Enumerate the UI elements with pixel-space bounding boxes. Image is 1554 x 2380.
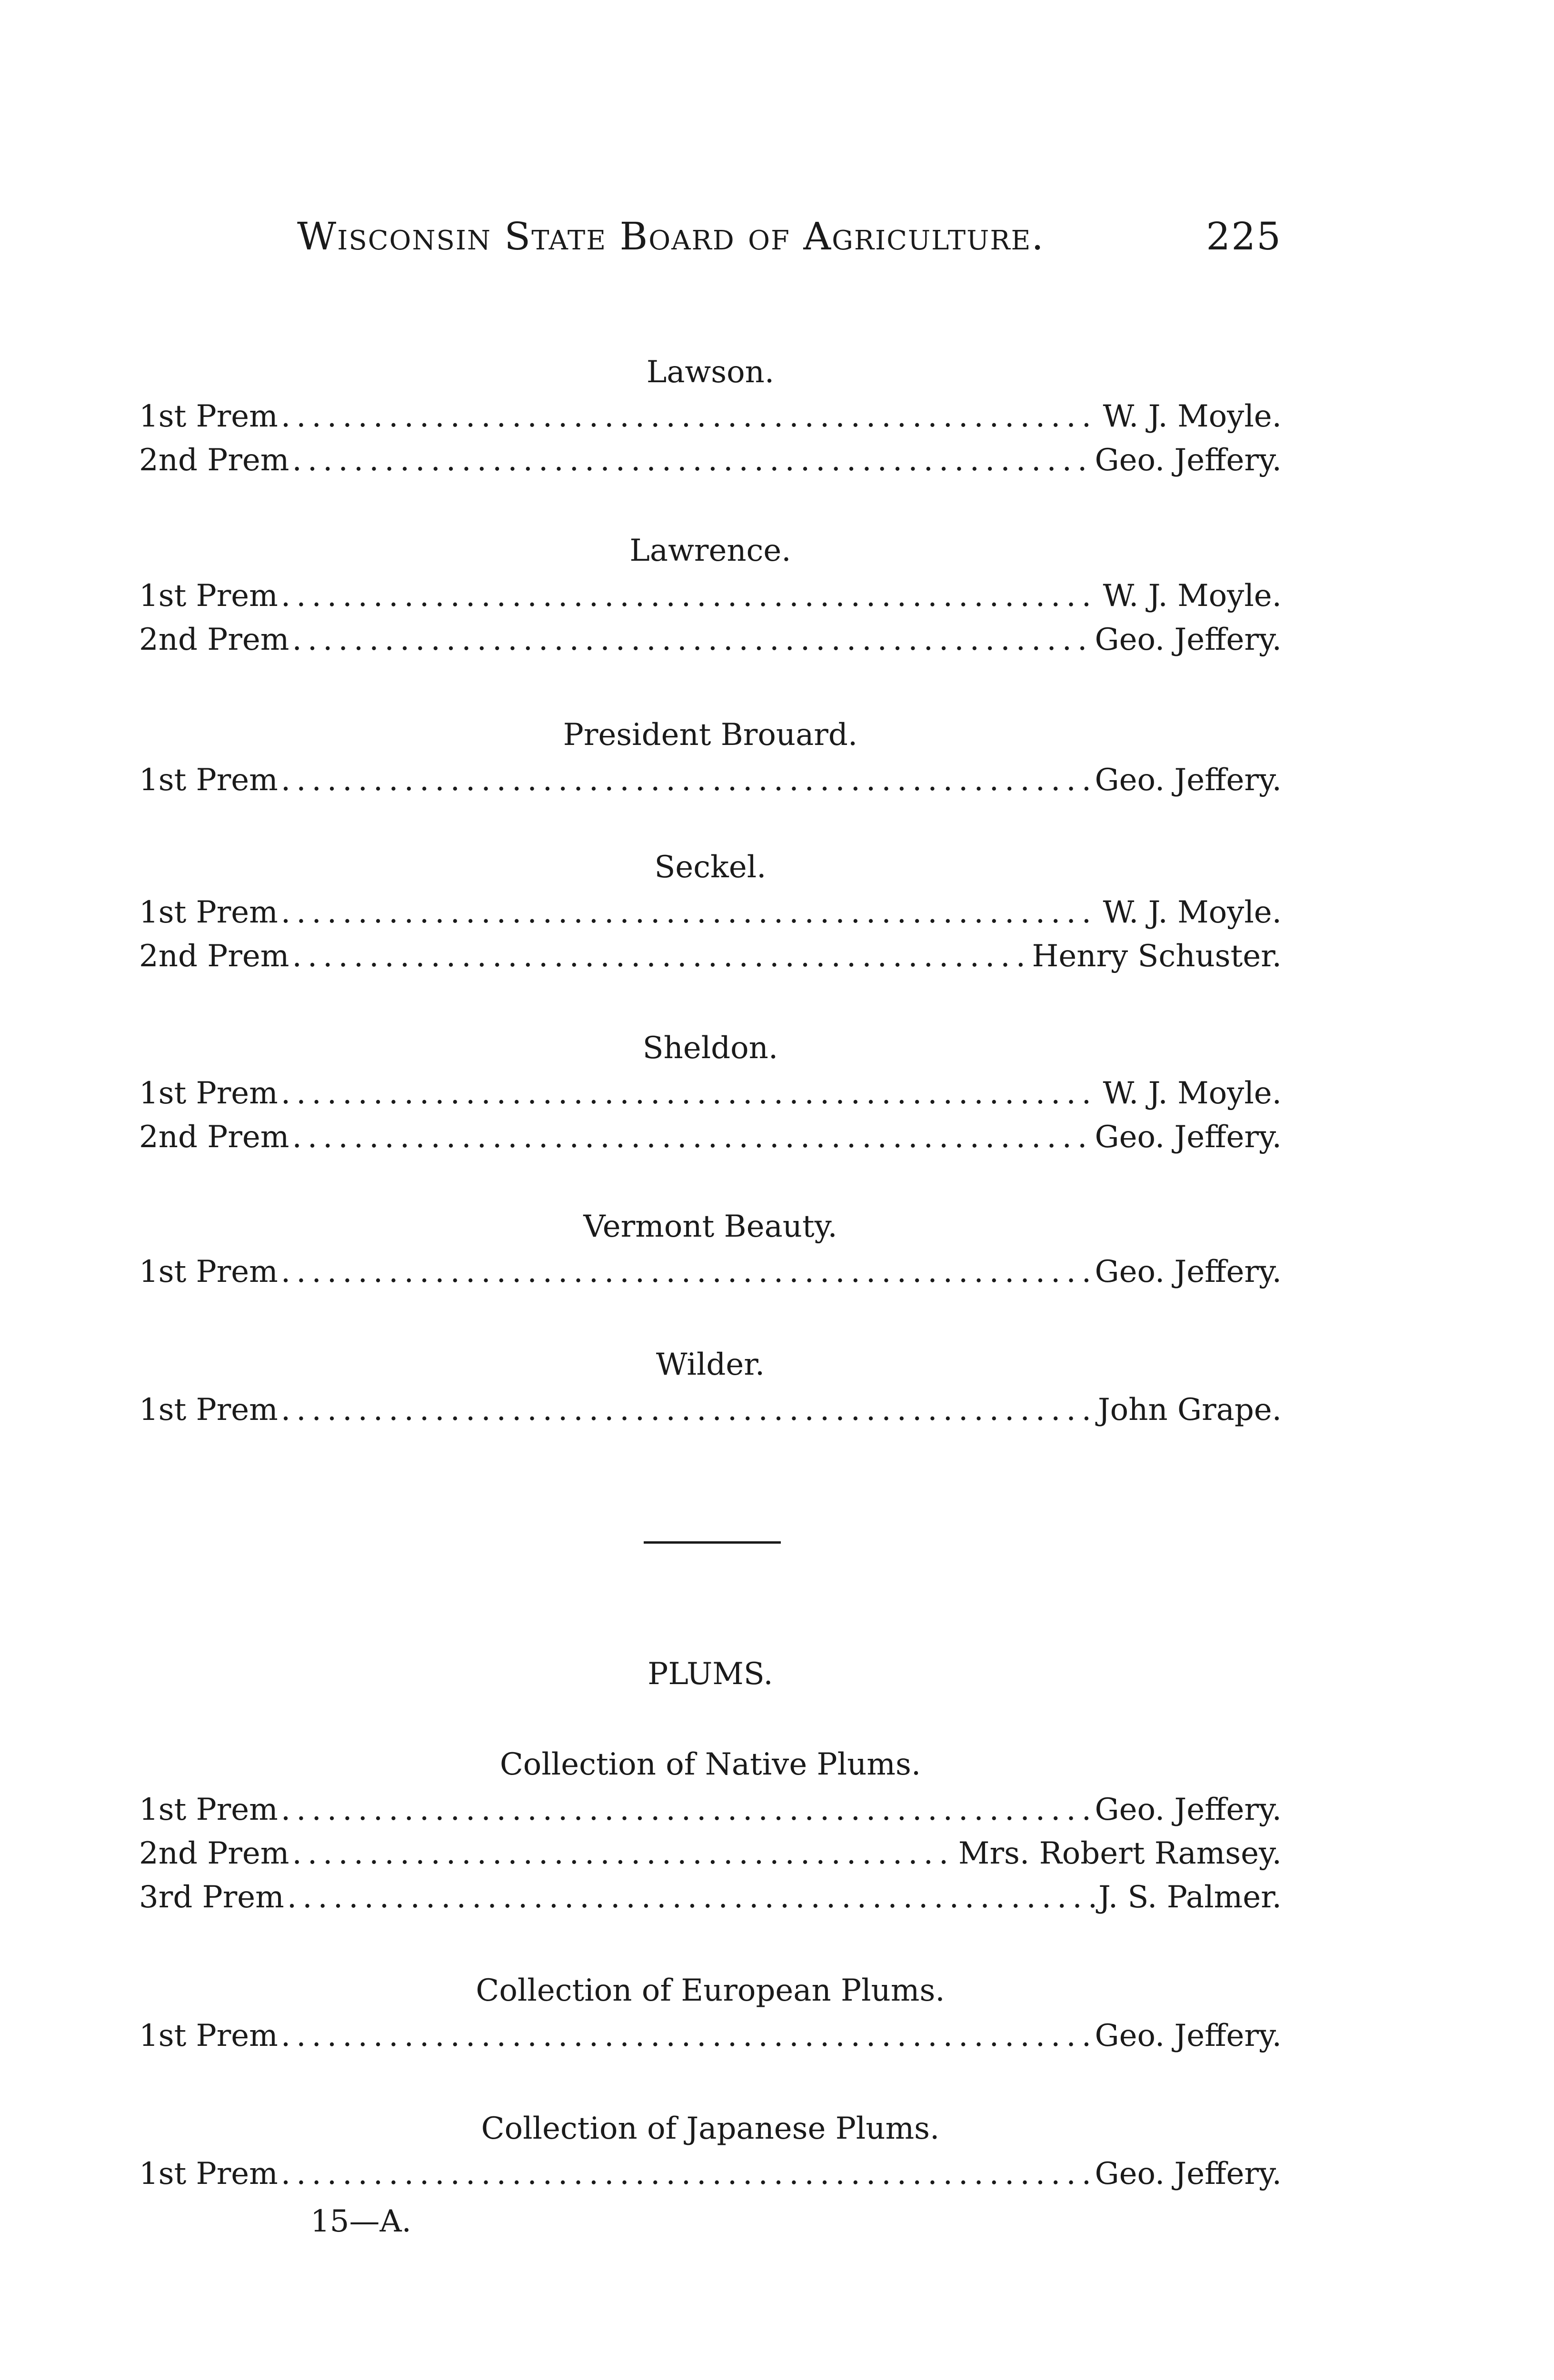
variety-heading-seckel: Seckel. bbox=[654, 850, 767, 885]
dot-leader bbox=[287, 1880, 1096, 1915]
premium-winner: Geo. Jeffery. bbox=[1095, 763, 1282, 798]
variety-heading-sheldon: Sheldon. bbox=[642, 1031, 778, 1066]
variety-heading-lawrence: Lawrence. bbox=[629, 533, 791, 568]
premium-rank: 3rd Prem bbox=[139, 1880, 284, 1915]
premium-rank: 2nd Prem bbox=[139, 443, 289, 478]
premium-winner: J. S. Palmer. bbox=[1098, 1880, 1282, 1915]
dot-leader bbox=[281, 1792, 1092, 1827]
premium-entry bbox=[139, 399, 1282, 437]
premium-winner: Geo. Jeffery. bbox=[1095, 2018, 1282, 2053]
premium-winner: Henry Schuster. bbox=[1032, 939, 1282, 974]
premium-rank: 2nd Prem bbox=[139, 1836, 289, 1871]
premium-rank: 1st Prem bbox=[139, 1076, 278, 1111]
premium-rank: 1st Prem bbox=[139, 2018, 278, 2053]
premium-entry bbox=[139, 1254, 1282, 1292]
premium-winner: Geo. Jeffery. bbox=[1095, 2156, 1282, 2192]
variety-heading-lawson: Lawson. bbox=[646, 355, 775, 390]
premium-entry bbox=[139, 939, 1282, 977]
premium-winner: W. J. Moyle. bbox=[1103, 578, 1282, 614]
premium-rank: 2nd Prem bbox=[139, 1120, 289, 1155]
dot-leader bbox=[281, 895, 1100, 930]
variety-heading-president-brouard: President Brouard. bbox=[563, 717, 858, 753]
dot-leader bbox=[292, 939, 1029, 974]
dot-leader bbox=[281, 2018, 1092, 2053]
running-title: Wisconsin State Board of Agriculture. bbox=[297, 214, 1045, 258]
signature-mark: 15—A. bbox=[310, 2204, 411, 2239]
premium-entry bbox=[139, 1792, 1282, 1830]
premium-entry bbox=[139, 1836, 1282, 1874]
premium-rank: 2nd Prem bbox=[139, 939, 289, 974]
premium-rank: 1st Prem bbox=[139, 2156, 278, 2192]
premium-entry bbox=[139, 622, 1282, 660]
category-heading-japanese-plums: Collection of Japanese Plums. bbox=[481, 2111, 940, 2146]
premium-winner: Mrs. Robert Ramsey. bbox=[958, 1836, 1282, 1871]
premium-entry bbox=[139, 1392, 1282, 1430]
premium-entry bbox=[139, 2156, 1282, 2194]
premium-entry bbox=[139, 2018, 1282, 2056]
premium-winner: Geo. Jeffery. bbox=[1095, 1792, 1282, 1827]
premium-winner: W. J. Moyle. bbox=[1103, 399, 1282, 434]
dot-leader bbox=[292, 443, 1092, 478]
dot-leader bbox=[281, 1254, 1092, 1289]
premium-entry bbox=[139, 895, 1282, 933]
dot-leader bbox=[292, 622, 1092, 657]
variety-heading-wilder: Wilder. bbox=[656, 1347, 765, 1382]
premium-winner: Geo. Jeffery. bbox=[1095, 622, 1282, 657]
dot-leader bbox=[281, 763, 1092, 798]
premium-rank: 1st Prem bbox=[139, 763, 278, 798]
premium-entry bbox=[139, 578, 1282, 616]
variety-heading-vermont-beauty: Vermont Beauty. bbox=[583, 1209, 837, 1244]
premium-entry bbox=[139, 443, 1282, 481]
premium-winner: W. J. Moyle. bbox=[1103, 895, 1282, 930]
dot-leader bbox=[281, 1076, 1100, 1111]
category-heading-european-plums: Collection of European Plums. bbox=[476, 1973, 945, 2008]
premium-entry bbox=[139, 1076, 1282, 1114]
premium-rank: 2nd Prem bbox=[139, 622, 289, 657]
premium-entry bbox=[139, 763, 1282, 801]
premium-rank: 1st Prem bbox=[139, 1792, 278, 1827]
page-header bbox=[297, 214, 1282, 267]
dot-leader bbox=[281, 399, 1100, 434]
dot-leader bbox=[281, 1392, 1095, 1428]
premium-rank: 1st Prem bbox=[139, 1254, 278, 1289]
section-divider bbox=[644, 1541, 781, 1544]
premium-rank: 1st Prem bbox=[139, 399, 278, 434]
section-heading-plums: PLUMS. bbox=[648, 1656, 773, 1692]
dot-leader bbox=[281, 2156, 1092, 2192]
page-number: 225 bbox=[1206, 214, 1282, 258]
premium-winner: W. J. Moyle. bbox=[1103, 1076, 1282, 1111]
category-heading-native-plums: Collection of Native Plums. bbox=[499, 1747, 921, 1782]
premium-rank: 1st Prem bbox=[139, 578, 278, 614]
dot-leader bbox=[281, 578, 1100, 614]
premium-winner: Geo. Jeffery. bbox=[1095, 1120, 1282, 1155]
premium-rank: 1st Prem bbox=[139, 895, 278, 930]
premium-winner: Geo. Jeffery. bbox=[1095, 443, 1282, 478]
premium-rank: 1st Prem bbox=[139, 1392, 278, 1428]
premium-winner: John Grape. bbox=[1097, 1392, 1282, 1428]
dot-leader bbox=[292, 1120, 1092, 1155]
premium-entry bbox=[139, 1880, 1282, 1918]
premium-winner: Geo. Jeffery. bbox=[1095, 1254, 1282, 1289]
premium-entry bbox=[139, 1120, 1282, 1158]
dot-leader bbox=[292, 1836, 955, 1871]
